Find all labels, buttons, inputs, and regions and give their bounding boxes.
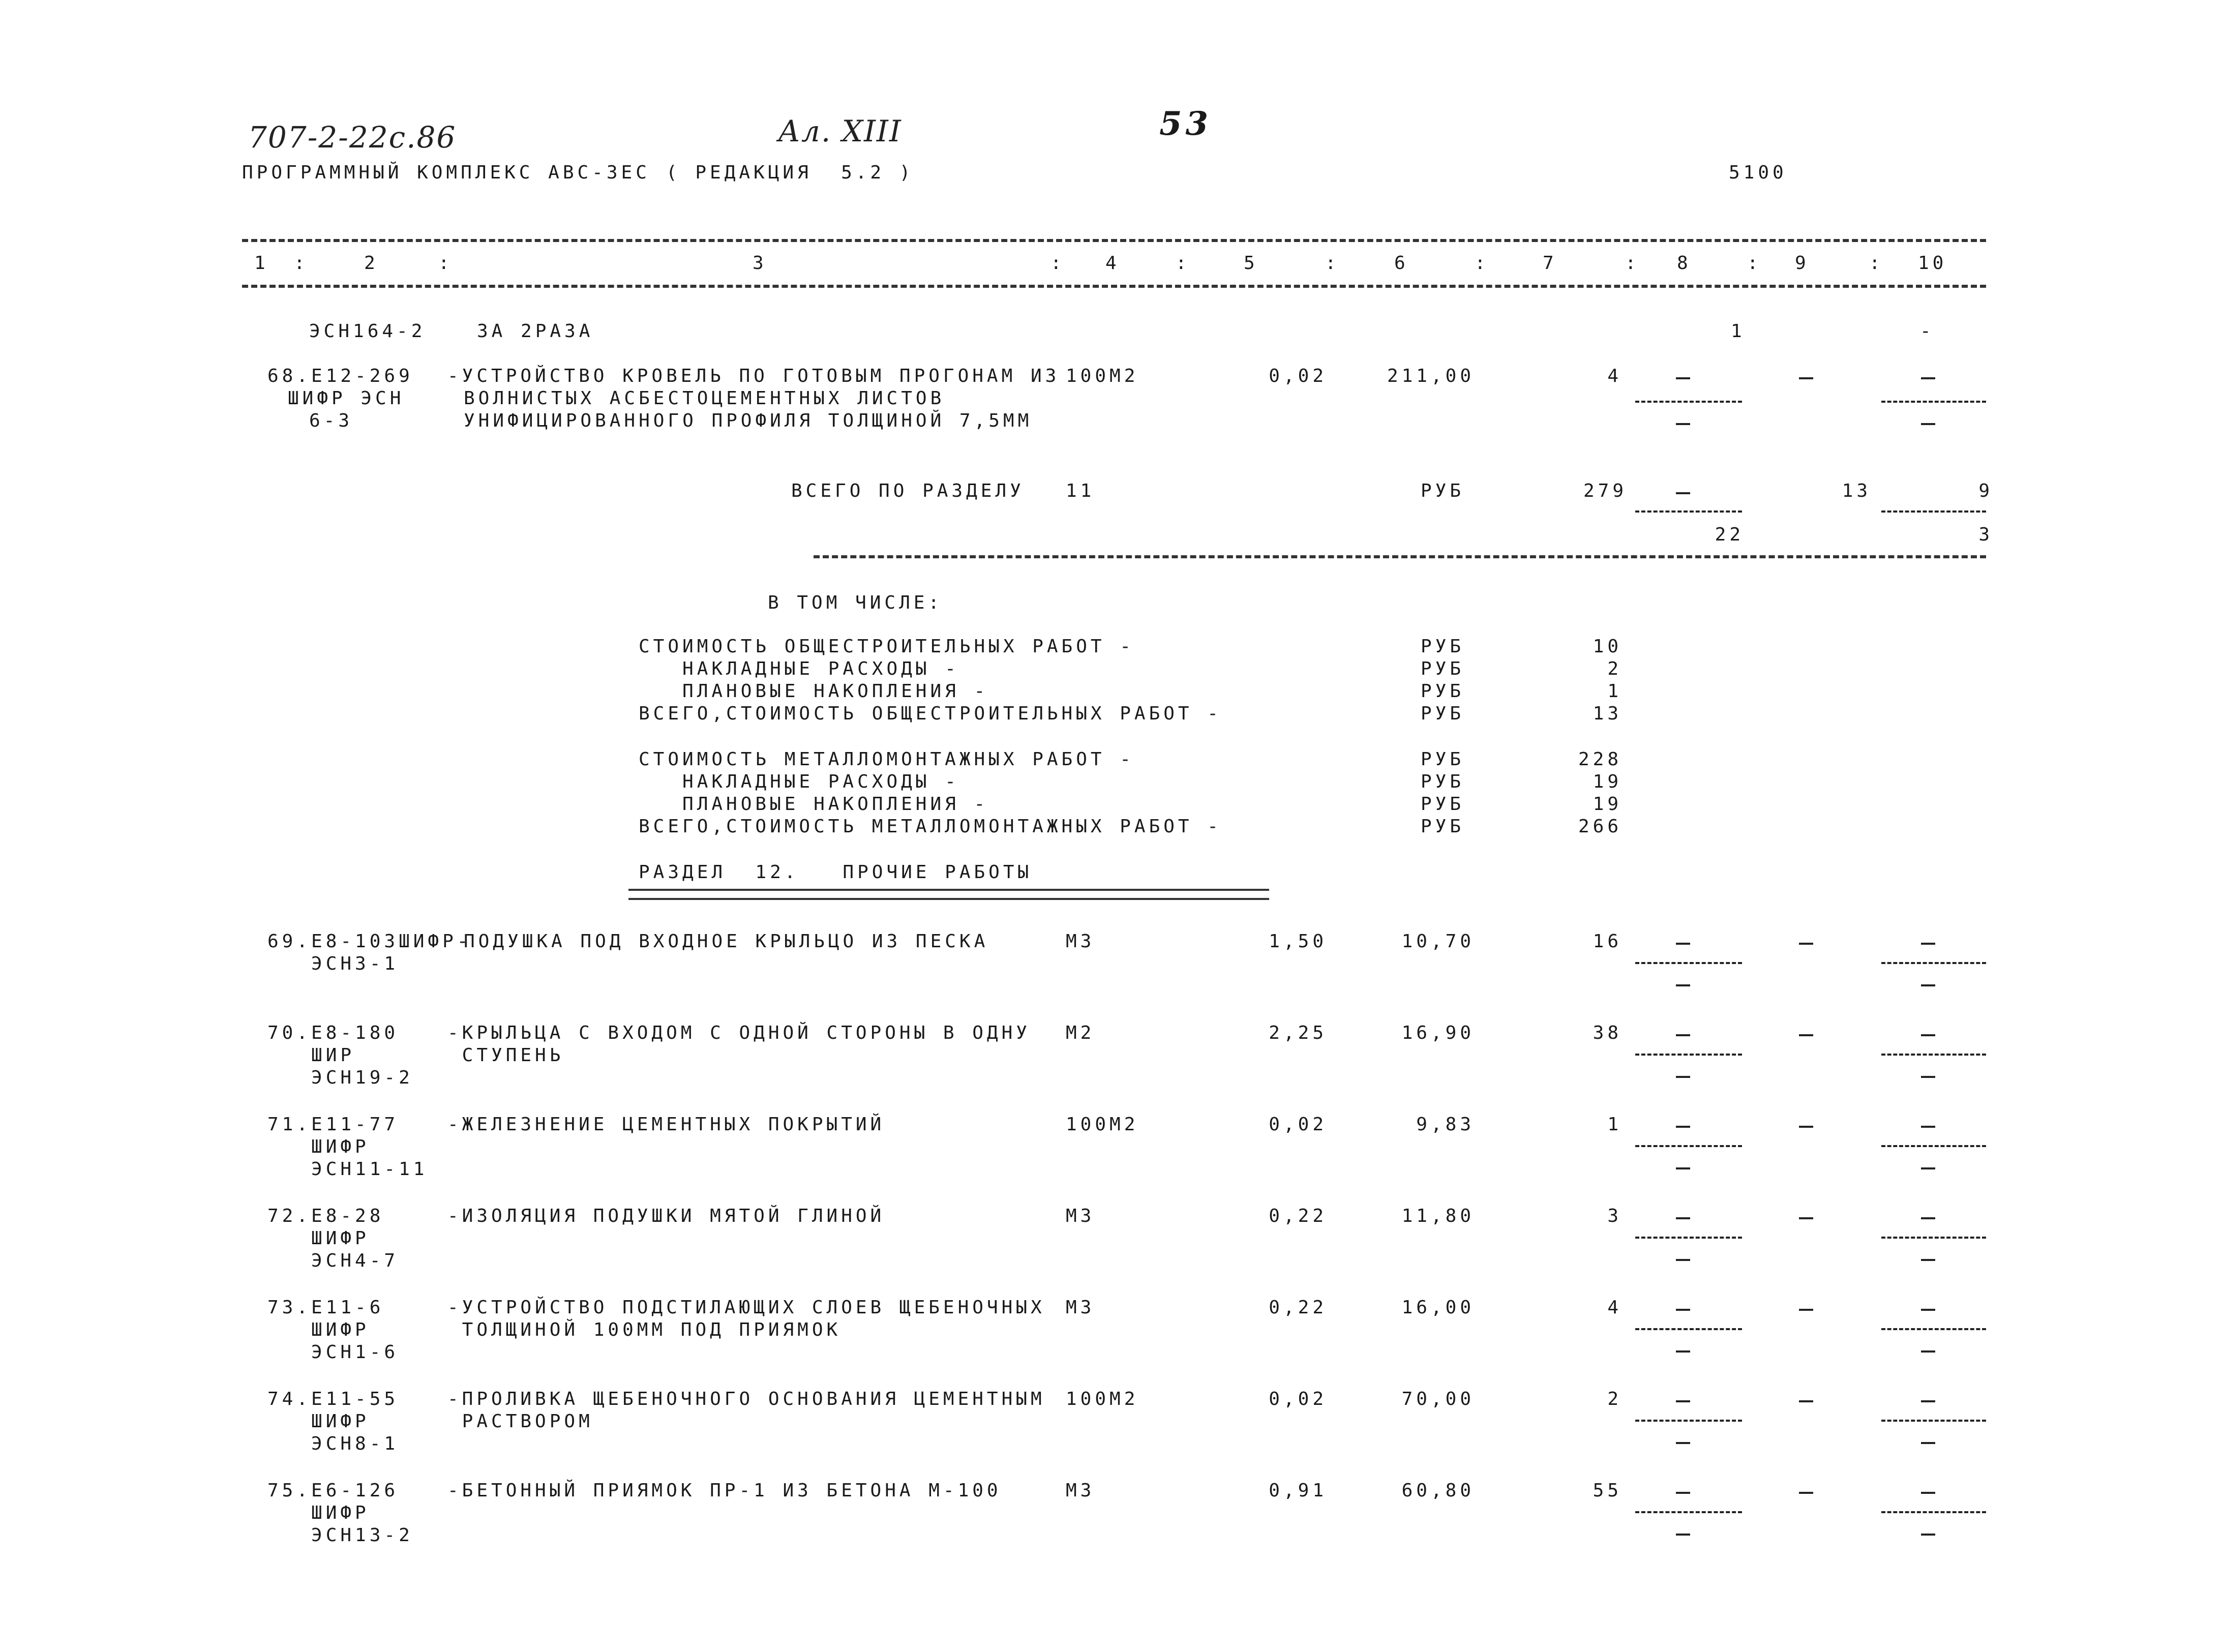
dash-mark <box>1921 1534 1935 1536</box>
section-total-number: 11 <box>1066 480 1095 501</box>
breakdown-label: СТОИМОСТЬ МЕТАЛЛОМОНТАЖНЫХ РАБОТ - <box>639 749 1134 770</box>
dash-line <box>1635 401 1742 403</box>
breakdown-label: ВСЕГО,СТОИМОСТЬ ОБЩЕСТРОИТЕЛЬНЫХ РАБОТ - <box>639 703 1222 724</box>
dash-mark <box>1921 1492 1935 1494</box>
dash-mark <box>1921 984 1935 986</box>
dash-line <box>1881 1328 1986 1330</box>
item-description: ВОЛНИСТЫХ АСБЕСТОЦЕМЕНТНЫХ ЛИСТОВ <box>464 388 945 409</box>
col-1: 1 <box>254 253 269 274</box>
dash-mark <box>1676 1309 1690 1311</box>
item-cipher: ШИФР <box>267 1503 370 1523</box>
item-unit: М2 <box>1066 1023 1095 1043</box>
breakdown-value: 228 <box>1578 749 1622 770</box>
dash-mark <box>1921 1126 1935 1128</box>
dash-line <box>1881 401 1986 403</box>
dash-line <box>1881 1054 1986 1056</box>
dash-mark <box>1799 377 1813 379</box>
breakdown-label: НАКЛАДНЫЕ РАСХОДЫ - <box>639 658 959 679</box>
dash-mark <box>1676 1034 1690 1036</box>
edition-label: ( РЕДАКЦИЯ 5.2 ) <box>666 162 914 183</box>
item-description: -УСТРОЙСТВО ПОДСТИЛАЮЩИХ СЛОЕВ ЩЕБЕНОЧНЫХ <box>447 1297 1045 1318</box>
dash-mark <box>1921 1076 1935 1078</box>
section-total-c9: 13 <box>1842 480 1871 501</box>
item-ref: ЭСН8-1 <box>267 1433 399 1454</box>
item-code: 69.Е8-103ШИФР- <box>267 931 472 952</box>
dash-mark <box>1799 1400 1813 1402</box>
dash-line <box>1635 1237 1742 1239</box>
dash-mark <box>1676 377 1690 379</box>
item-code: 72.Е8-28 <box>267 1206 384 1226</box>
item-ref: 6-3 <box>309 410 353 431</box>
item-cipher: ШИФР <box>267 1228 370 1249</box>
section-total-unit: РУБ <box>1421 480 1465 501</box>
code-right: 5100 <box>1729 162 1787 183</box>
item-total: 4 <box>1607 366 1622 386</box>
item-total: 3 <box>1607 1206 1622 1226</box>
item-total: 4 <box>1607 1297 1622 1318</box>
dash-mark <box>1921 1167 1935 1169</box>
item-quantity: 1,50 <box>1269 931 1327 952</box>
item-ref: ЭСН11-11 <box>267 1159 428 1180</box>
dash-mark <box>1799 1126 1813 1128</box>
breakdown-unit: РУБ <box>1421 703 1465 724</box>
item-ref: ЭСН4-7 <box>267 1250 399 1271</box>
dash-mark <box>1799 1492 1813 1494</box>
item-quantity: 0,02 <box>1269 366 1327 386</box>
item-total: 38 <box>1593 1023 1622 1043</box>
breakdown-title: В ТОМ ЧИСЛЕ: <box>768 592 943 613</box>
dash-line <box>1635 1511 1742 1513</box>
dash-mark <box>1676 1167 1690 1169</box>
pre-row-c8: 1 <box>1731 321 1746 342</box>
item-unit: 100М2 <box>1066 366 1139 386</box>
breakdown-value: 10 <box>1593 636 1622 657</box>
item-total: 2 <box>1607 1389 1622 1409</box>
item-cipher: ШИФР <box>267 1411 370 1432</box>
col-9: 9 <box>1795 253 1810 274</box>
item-price: 16,90 <box>1401 1023 1475 1043</box>
dash-line <box>1881 1511 1986 1513</box>
dash-mark <box>1799 1034 1813 1036</box>
col-sep: : <box>1176 253 1190 274</box>
dash-mark <box>1799 1217 1813 1219</box>
item-code: 73.Е11-6 <box>267 1297 384 1318</box>
breakdown-value: 19 <box>1593 771 1622 792</box>
dash-mark <box>1921 1034 1935 1036</box>
item-description: ПОДУШКА ПОД ВХОДНОЕ КРЫЛЬЦО ИЗ ПЕСКА <box>464 931 989 952</box>
dash-mark <box>1676 1492 1690 1494</box>
dash-mark <box>1921 1400 1935 1402</box>
item-quantity: 0,91 <box>1269 1480 1327 1501</box>
item-description: РАСТВОРОМ <box>447 1411 593 1432</box>
section-heading: РАЗДЕЛ 12. ПРОЧИЕ РАБОТЫ <box>639 862 1033 883</box>
breakdown-value: 2 <box>1607 658 1622 679</box>
dash-mark <box>1921 943 1935 945</box>
dash-line <box>1635 1328 1742 1330</box>
item-unit: М3 <box>1066 1480 1095 1501</box>
dash-mark <box>1799 1309 1813 1311</box>
col-10: 10 <box>1918 253 1947 274</box>
breakdown-value: 1 <box>1607 681 1622 702</box>
dash-mark <box>1921 377 1935 379</box>
section-total-rule <box>814 555 1986 558</box>
item-code: 68.Е12-269 <box>267 366 413 386</box>
pre-row-c10: - <box>1920 321 1935 342</box>
dash-mark <box>1676 492 1690 494</box>
item-cipher: ШИР <box>267 1045 355 1066</box>
item-price: 211,00 <box>1387 366 1475 386</box>
item-price: 10,70 <box>1401 931 1475 952</box>
dash-line <box>1635 1054 1742 1056</box>
dash-mark <box>1676 1259 1690 1261</box>
item-cipher: ШИФР ЭСН <box>288 388 405 409</box>
col-sep: : <box>438 253 453 274</box>
dash-mark <box>1676 943 1690 945</box>
handwritten-sheet-mark: Ал. XIII <box>778 114 902 148</box>
col-sep: : <box>1325 253 1340 274</box>
dash-mark <box>1676 1350 1690 1353</box>
item-description: -БЕТОННЫЙ ПРИЯМОК ПР-1 ИЗ БЕТОНА М-100 <box>447 1480 1002 1501</box>
dash-line <box>1635 962 1742 964</box>
dash-mark <box>1921 1309 1935 1311</box>
dash-mark <box>1799 943 1813 945</box>
dash-mark <box>1921 1350 1935 1353</box>
col-3: 3 <box>753 253 767 274</box>
dash-line <box>1881 1420 1986 1422</box>
item-total: 1 <box>1607 1114 1622 1135</box>
dash-mark <box>1921 1442 1935 1444</box>
item-cipher: ШИФР <box>267 1136 370 1157</box>
item-unit: М3 <box>1066 1297 1095 1318</box>
page-number: 53 <box>1159 105 1212 143</box>
dash-line <box>1881 1145 1986 1147</box>
breakdown-label: ПЛАНОВЫЕ НАКОПЛЕНИЯ - <box>639 681 989 702</box>
col-2: 2 <box>364 253 379 274</box>
item-ref: ЭСН1-6 <box>267 1342 399 1363</box>
col-6: 6 <box>1394 253 1409 274</box>
item-quantity: 0,02 <box>1269 1114 1327 1135</box>
col-sep: : <box>1625 253 1640 274</box>
dash-mark <box>1676 1442 1690 1444</box>
item-cipher: ШИФР <box>267 1319 370 1340</box>
item-quantity: 0,22 <box>1269 1297 1327 1318</box>
dash-line <box>1881 510 1986 513</box>
item-description: СТУПЕНЬ <box>447 1045 564 1066</box>
dash-mark <box>1676 1400 1690 1402</box>
breakdown-label: ВСЕГО,СТОИМОСТЬ МЕТАЛЛОМОНТАЖНЫХ РАБОТ - <box>639 816 1222 837</box>
item-description: -ПРОЛИВКА ЩЕБЕНОЧНОГО ОСНОВАНИЯ ЦЕМЕНТНЫМ <box>447 1389 1045 1409</box>
breakdown-unit: РУБ <box>1421 681 1465 702</box>
col-5: 5 <box>1244 253 1258 274</box>
item-quantity: 2,25 <box>1269 1023 1327 1043</box>
breakdown-unit: РУБ <box>1421 749 1465 770</box>
item-ref: ЭСН19-2 <box>267 1067 413 1088</box>
col-sep: : <box>1050 253 1065 274</box>
item-unit: 100М2 <box>1066 1389 1139 1409</box>
item-description: -ЖЕЛЕЗНЕНИЕ ЦЕМЕНТНЫХ ПОКРЫТИЙ <box>447 1114 885 1135</box>
breakdown-unit: РУБ <box>1421 816 1465 837</box>
pre-row-text: ЗА 2РАЗА <box>477 321 594 342</box>
item-ref: ЭСН13-2 <box>267 1525 413 1546</box>
dash-mark <box>1676 423 1690 425</box>
col-7: 7 <box>1543 253 1557 274</box>
dash-line <box>1635 1145 1742 1147</box>
dash-mark <box>1676 1534 1690 1536</box>
item-description: -УСТРОЙСТВО КРОВЕЛЬ ПО ГОТОВЫМ ПРОГОНАМ ИЗ <box>447 366 1060 386</box>
col-sep: : <box>1869 253 1884 274</box>
section-heading-underline <box>628 889 1269 900</box>
breakdown-label: ПЛАНОВЫЕ НАКОПЛЕНИЯ - <box>639 794 989 815</box>
pre-row-code: ЭСН164-2 <box>309 321 426 342</box>
item-ref: ЭСН3-1 <box>267 953 399 974</box>
section-total-c10-second: 3 <box>1978 524 1993 545</box>
item-price: 70,00 <box>1401 1389 1475 1409</box>
item-description: -КРЫЛЬЦА С ВХОДОМ С ОДНОЙ СТОРОНЫ В ОДНУ <box>447 1023 1031 1043</box>
item-unit: М3 <box>1066 1206 1095 1226</box>
breakdown-label: НАКЛАДНЫЕ РАСХОДЫ - <box>639 771 959 792</box>
dash-line <box>1881 962 1986 964</box>
item-description: ТОЛЩИНОЙ 100ММ ПОД ПРИЯМОК <box>447 1319 842 1340</box>
section-total-c7: 279 <box>1583 480 1627 501</box>
col-sep: : <box>294 253 309 274</box>
item-description: -ИЗОЛЯЦИЯ ПОДУШКИ МЯТОЙ ГЛИНОЙ <box>447 1206 885 1226</box>
col-8: 8 <box>1677 253 1692 274</box>
breakdown-label: СТОИМОСТЬ ОБЩЕСТРОИТЕЛЬНЫХ РАБОТ - <box>639 636 1134 657</box>
item-price: 11,80 <box>1401 1206 1475 1226</box>
section-total-c8-second: 22 <box>1715 524 1744 545</box>
dash-mark <box>1676 1076 1690 1078</box>
breakdown-value: 266 <box>1578 816 1622 837</box>
dash-mark <box>1921 1217 1935 1219</box>
dash-line <box>1635 1420 1742 1422</box>
item-code: 71.Е11-77 <box>267 1114 399 1135</box>
item-price: 60,80 <box>1401 1480 1475 1501</box>
col-4: 4 <box>1105 253 1120 274</box>
header-bottom-rule <box>242 285 1986 288</box>
dash-mark <box>1676 984 1690 986</box>
breakdown-value: 19 <box>1593 794 1622 815</box>
item-quantity: 0,22 <box>1269 1206 1327 1226</box>
breakdown-unit: РУБ <box>1421 794 1465 815</box>
item-price: 16,00 <box>1401 1297 1475 1318</box>
col-sep: : <box>1475 253 1489 274</box>
dash-mark <box>1676 1217 1690 1219</box>
breakdown-unit: РУБ <box>1421 771 1465 792</box>
section-total-c10: 9 <box>1978 480 1993 501</box>
item-code: 70.Е8-180 <box>267 1023 399 1043</box>
section-total-label: ВСЕГО ПО РАЗДЕЛУ <box>791 480 1025 501</box>
item-price: 9,83 <box>1416 1114 1475 1135</box>
dash-line <box>1881 1237 1986 1239</box>
col-sep: : <box>1747 253 1762 274</box>
dash-mark <box>1921 1259 1935 1261</box>
dash-line <box>1635 510 1742 513</box>
breakdown-unit: РУБ <box>1421 636 1465 657</box>
dash-mark <box>1921 423 1935 425</box>
item-unit: М3 <box>1066 931 1095 952</box>
item-unit: 100М2 <box>1066 1114 1139 1135</box>
program-title: ПРОГРАММНЫЙ КОМПЛЕКС АВС-3ЕС <box>242 162 650 183</box>
item-total: 16 <box>1593 931 1622 952</box>
breakdown-value: 13 <box>1593 703 1622 724</box>
item-quantity: 0,02 <box>1269 1389 1327 1409</box>
header-top-rule <box>242 239 1986 242</box>
item-total: 55 <box>1593 1480 1622 1501</box>
item-code: 74.Е11-55 <box>267 1389 399 1409</box>
item-description: УНИФИЦИРОВАННОГО ПРОФИЛЯ ТОЛЩИНОЙ 7,5ММ <box>464 410 1033 431</box>
dash-mark <box>1676 1126 1690 1128</box>
breakdown-unit: РУБ <box>1421 658 1465 679</box>
handwritten-document-code: 707-2-22c.86 <box>248 120 457 155</box>
item-code: 75.Е6-126 <box>267 1480 399 1501</box>
